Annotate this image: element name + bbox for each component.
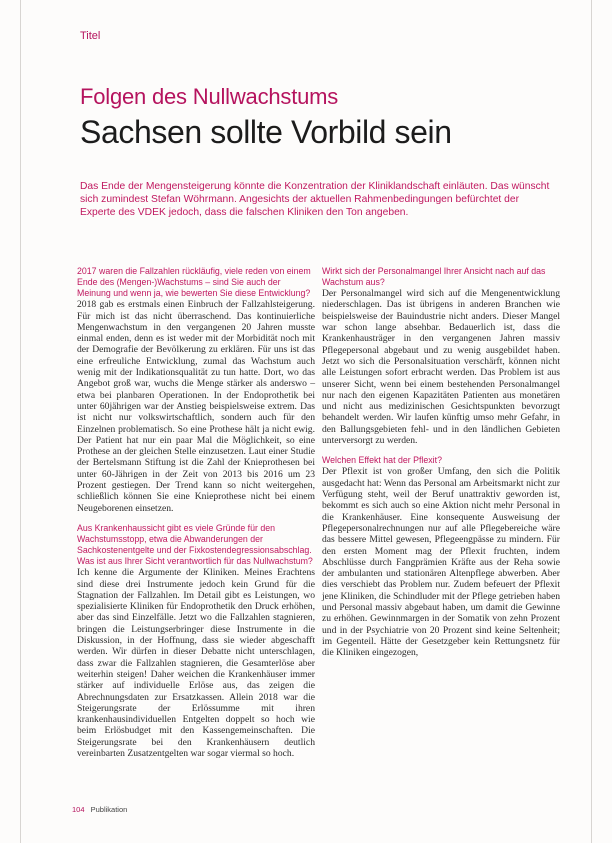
article-lead: Das Ende der Mengensteigerung könnte die Konzentration der Kliniklandschaft einläuten. Das wünscht sich zumindest Stefan Wöhrmann. Angesichts der aktuellen Rahmenbedingungen befürchtet der Experte des VDEK jedoch, dass die falschen Kliniken den Ton angeben. xyxy=(80,181,550,218)
interview-answer: Ich kenne die Argumente der Kliniken. Meines Erachtens sind diese drei Instrumente jedoch kein Grund für die Stagnation der Fallzahlen. Im Detail gibt es Leistungen, wo spezialisierte Kliniken für Endoprothetik den Druck erhöhen, aber das sind Einzelfälle. Jetzt wo die Fallzahlen stagnieren, bringen die Leistungserbringer diese Instrumente in die Diskussion, in der Hoffnung, dass sie wieder abgeschafft werden. Wir dürfen in dieser Debatte nicht unterschlagen, dass zwar die Fallzahlen stagnieren, die Gesamterlöse aber weiterhin steigen! Daher weichen die Krankenhäuser immer stärker auf individuelle Erlöse aus, das zeigen die Abrechnungsdaten zur Ersatzkassen. Allein 2018 war die Steigerungsrate der Erlössumme mit ihren krankenhausindividuellen Entgelten doppelt so hoch wie beim Erlösbudget mit den Kassengemeinschaften. Die Steigerungsrate bei den Krankenhäusern deutlich vereinbarten Zusatzentgelten war sogar viermal so hoch. xyxy=(77,567,315,760)
page-number: 104 xyxy=(72,805,85,814)
interview-question: Wirkt sich der Personalmangel Ihrer Ansicht nach auf das Wachstum aus? xyxy=(322,266,546,288)
publication-name: Publikation xyxy=(90,805,128,814)
interview-question: Aus Krankenhaussicht gibt es viele Gründe für den Wachstumsstopp, etwa die Abwanderungen der Sachkostenentgelte und der Fixkostendegressionsabschlag. Was ist aus Ihrer Sicht verantwortlich für das Nullwachstum? xyxy=(77,522,313,567)
article-kicker: Folgen des Nullwachstums xyxy=(80,84,339,109)
text-column-left xyxy=(77,266,315,759)
interview-answer: Der Personalmangel wird sich auf die Mengenentwicklung niederschlagen. Das ist übrigens in anderen Branchen wie beispielsweise der Bauindustrie nicht anders. Dieser Mangel war schon lange absehbar. Bedauerlich ist, dass die Krankenhausträger in den vergangenen Jahren massiv Pflegepersonal abgebaut und zu wenig ausgebildet haben. Jetzt wo sich die Personalsituation verschärft, können nicht alle Leistungen sofort erbracht werden. Das Problem ist aus unserer Sicht, wenn bei einem bestehenden Personalmangel nur nach den eigenen Kapazitäten Patienten aus monetären und nicht aus medizinischen Gesichtspunkten bevorzugt behandelt werden. Wir laufen künftig umso mehr Gefahr, in den Ballungsgebieten fehl- und in den ländlichen Gebieten unterversorgt zu werden. xyxy=(322,288,560,447)
section-label: Titel xyxy=(80,30,101,42)
interview-answer: 2018 gab es erstmals einen Einbruch der Fallzahlsteigerung. Für mich ist das nicht überraschend. Das kontinuierliche Mengenwachstum in den vergangenen 20 Jahren musste einmal enden, denn es ist weder mit der Morbidität noch mit der Demografie der Bevölkerung zu erklären. Für uns ist das eine erfreuliche Entwicklung, zumal das Wachstum auch wenig mit der Indikationsqualität zu tun hatte. Dort, wo das Angebot groß war, wuchs die Menge stärker als anderswo – etwa bei planbaren Operationen. In der Endoprothetik bei unter 60jährigen war der Anstieg beispielsweise extrem. Das ist nicht nur volkswirtschaftlich, sondern auch für den Einzelnen problematisch. So eine Prothese hält ja nicht ewig. Der Patient hat nur ein paar Mal die Möglichkeit, so eine Prothese an der gleichen Stelle einzusetzen. Laut einer Studie der Bertelsmann Stiftung ist die Zahl der Knieprothesen bei unter 60-Jährigen in der Zeit von 2013 bis 2016 um 23 Prozent gestiegen. Der Trend kann so nicht weitergehen, schließlich können Sie eine Knieprothese nicht bei einem Neugeborenen einsetzen. xyxy=(77,299,315,514)
interview-question: 2017 waren die Fallzahlen rückläufig, viele reden von einem Ende des (Mengen-)Wachstums – sind Sie auch der Meinung und wenn ja, wie bewerten Sie diese Entwicklung? xyxy=(77,266,311,299)
page-footer xyxy=(72,805,127,814)
interview-question: Welchen Effekt hat der Pflexit? xyxy=(322,455,442,466)
text-column-right xyxy=(322,266,560,658)
interview-answer: Der Pflexit ist von großer Umfang, den sich die Politik ausgedacht hat: Wenn das Personal am Arbeitsmarkt nicht zur Verfügung steht, weil der Beruf unattraktiv geworden ist, bekommt es sich auch so eine Aktion nicht mehr Personal in die Krankenhäuser. Eine konsequente Ausweisung der Pflegepersonalrechnungen nur auf alle Pflegebereiche wäre das bessere Mittel gewesen, Pflegeengpässe zu mindern. Für den ersten Moment mag der Pflexit fruchten, indem Abschlüsse durch Fangprämien Kräfte aus der Reha sowie der ambulanten und stationären Altenpflege abwerben. Aber dies verschiebt das Problem nur. Zudem befeuert der Pflexit jene Kliniken, die Schindluder mit der Pflege getrieben haben und Personal massiv abgebaut haben, um damit die Gewinne zu erhöhen. Gewinnmargen in der Somatik von zehn Prozent und in der Psychiatrie von 20 Prozent sind keine Seltenheit; im Gegenteil. Hätte der Gesetzgeber kein Rettungsnetz für die Kliniken eingezogen, xyxy=(322,466,560,659)
article-headline: Sachsen sollte Vorbild sein xyxy=(80,114,452,150)
